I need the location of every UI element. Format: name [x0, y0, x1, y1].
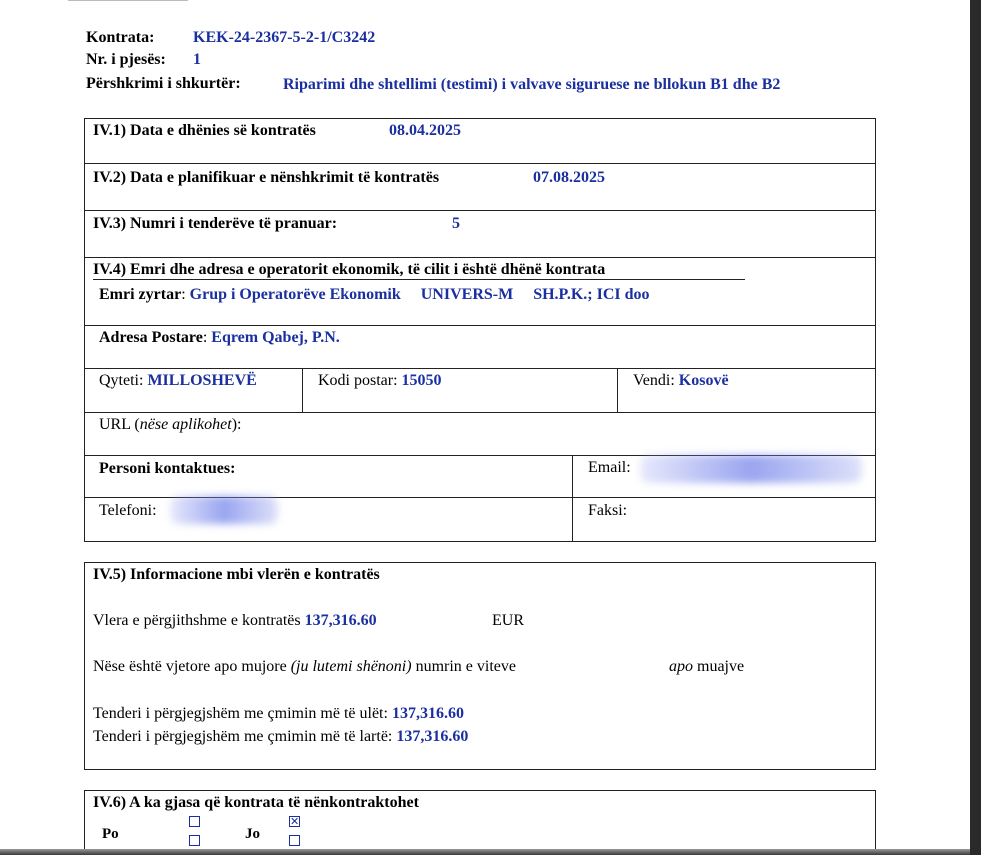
contact-person-label: Personi kontaktues: [99, 460, 236, 477]
url-field: URL (nëse aplikohet): [99, 416, 242, 433]
city-value: MILLOSHEVË [147, 372, 257, 389]
section-iv3-label: IV.3) Numri i tenderëve të pranuar: [93, 215, 338, 232]
part-label: Nr. i pjesës: [86, 51, 166, 68]
country-field: Vendi: Kosovë [633, 372, 729, 389]
signing-date-value: 07.08.2025 [533, 169, 605, 186]
official-name-field: Emri zyrtar: Grup i Operatorëve Ekonomik UNIVERS-M SH.P.K.; ICI doo [99, 286, 650, 303]
page-edge-fragment [68, 0, 188, 1]
section-iv1-label: IV.1) Data e dhënies së kontratës [93, 122, 316, 139]
no-checkbox-secondary[interactable] [289, 835, 300, 846]
section-iv4-label: IV.4) Emri dhe adresa e operatorit ekonomik, të cilit i është dhënë kontrata [93, 261, 606, 278]
part-number: 1 [193, 51, 201, 68]
lowest-price-value: 137,316.60 [391, 705, 464, 722]
total-value: 137,316.60 [304, 612, 377, 629]
phone-label: Telefoni: [99, 502, 157, 519]
viewer-bottom-edge [0, 849, 970, 855]
official-name-value: Grup i Operatorëve Ekonomik UNIVERS-M SH.P.K.; ICI doo [189, 286, 650, 303]
yes-label: Po [102, 826, 119, 842]
contract-number: KEK-24-2367-5-2-1/C3242 [193, 29, 376, 46]
section-iv4-underline [93, 279, 745, 280]
yes-checkbox[interactable] [189, 816, 200, 827]
phone-redacted [170, 496, 278, 524]
no-checkbox-checked[interactable]: ✕ [290, 815, 300, 828]
total-value-field: Vlera e përgjithshme e kontratës 137,316.60 [93, 612, 377, 629]
email-label: Email: [588, 459, 631, 476]
section-iv5-label: IV.5) Informacione mbi vlerën e kontratës [93, 566, 380, 583]
postal-address-value: Eqrem Qabej, P.N. [211, 329, 340, 346]
section-iv2-label: IV.2) Data e planifikuar e nënshkrimit të kontratës [93, 169, 440, 186]
fax-label: Faksi: [588, 502, 628, 519]
duration-field: Nëse është vjetore apo mujore (ju lutemi shënoni) numrin e viteve [93, 658, 516, 675]
duration-months: apo muajve [669, 658, 745, 675]
lowest-price-field: Tenderi i përgjegjshëm me çmimin më të ulët: 137,316.60 [93, 705, 464, 722]
email-redacted [640, 455, 862, 483]
description-value: Riparimi dhe shtellimi (testimi) i valvave siguruese ne bllokun B1 dhe B2 [283, 76, 781, 93]
tender-count-value: 5 [452, 215, 460, 232]
highest-price-field: Tenderi i përgjegjshëm me çmimin më të lartë: 137,316.60 [93, 728, 469, 745]
country-value: Kosovë [678, 372, 729, 389]
city-field: Qyteti: MILLOSHEVË [99, 372, 257, 389]
yes-checkbox-secondary[interactable] [189, 835, 200, 846]
contract-label: Kontrata: [86, 29, 155, 46]
viewer-scroll-edge [970, 0, 981, 855]
description-label: Përshkrimi i shkurtër: [86, 75, 241, 92]
section-iv6-label: IV.6) A ka gjasa që kontrata të nënkontraktohet [93, 794, 419, 811]
highest-price-value: 137,316.60 [396, 728, 469, 745]
postal-code-field: Kodi postar: 15050 [318, 372, 442, 389]
award-date-value: 08.04.2025 [389, 122, 461, 139]
postal-address-field: Adresa Postare: Eqrem Qabej, P.N. [99, 329, 340, 346]
no-label: Jo [245, 826, 260, 842]
currency: EUR [492, 612, 524, 629]
postal-code-value: 15050 [401, 372, 442, 389]
